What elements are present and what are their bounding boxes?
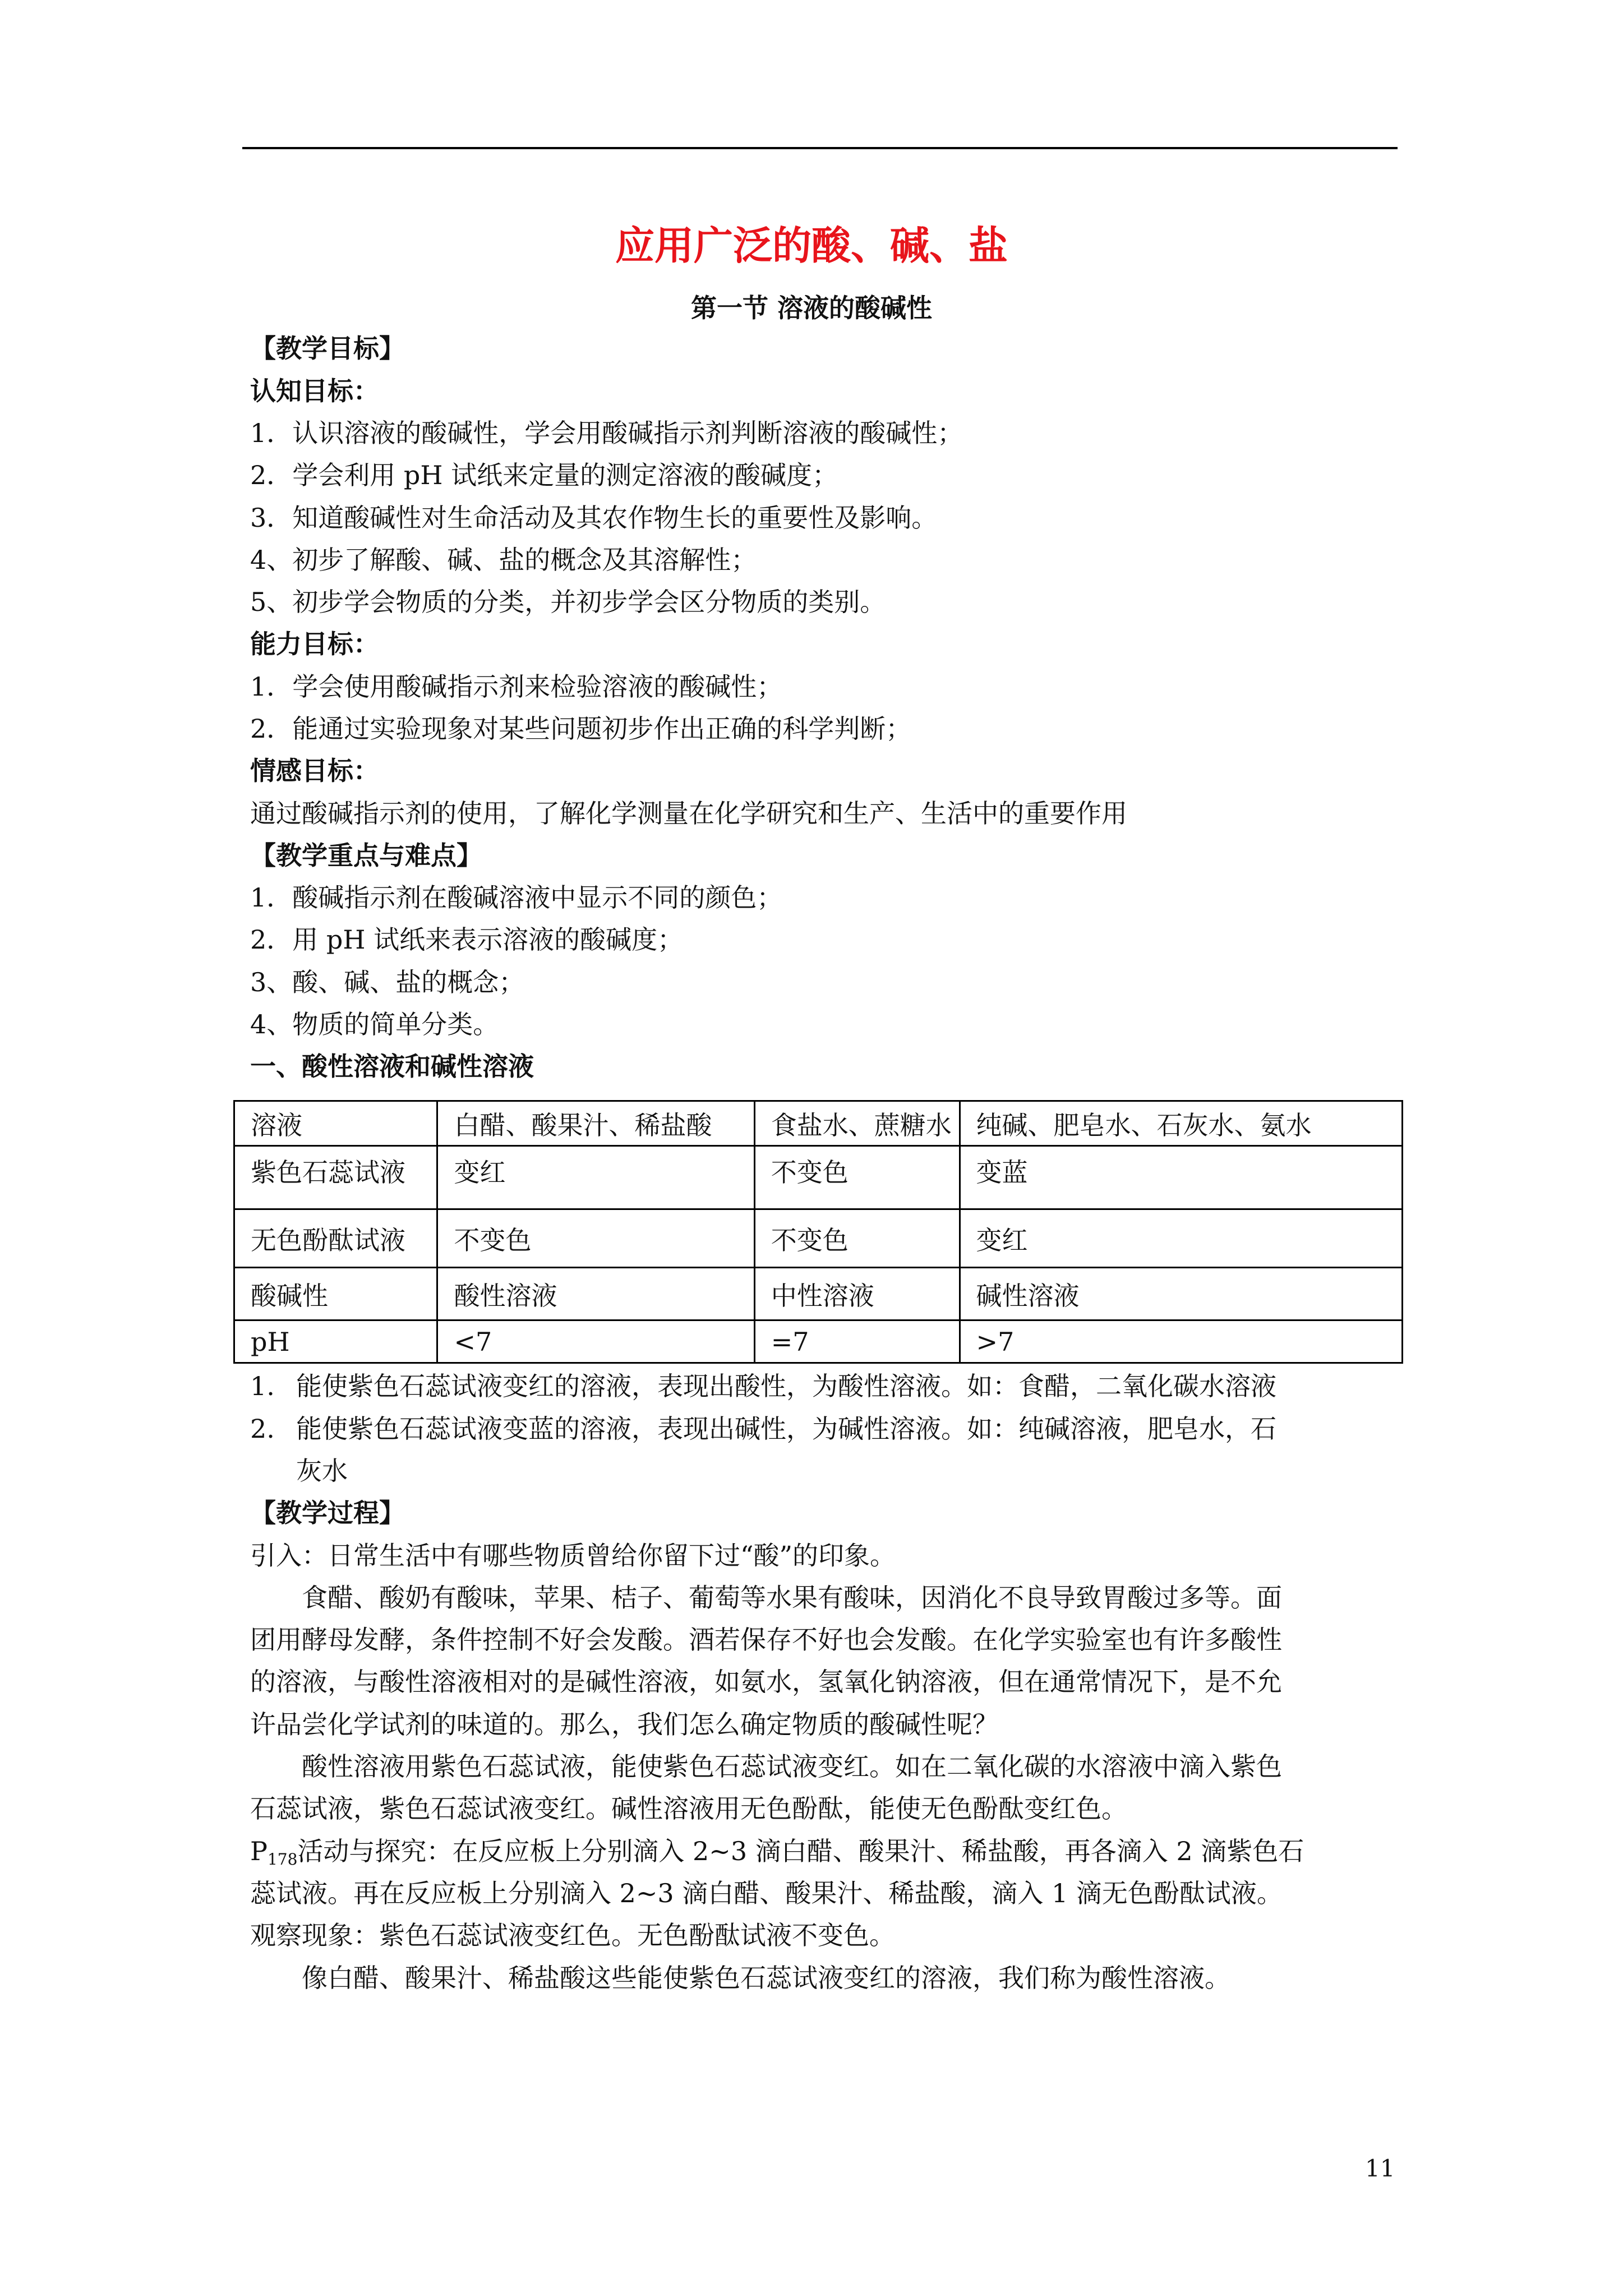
cognitive-heading: 认知目标： [250,376,379,406]
table-cell: =7 [754,1320,960,1363]
note-number: 1. [250,1371,275,1401]
table-cell: 食盐水、蔗糖水 [754,1101,960,1146]
paragraph-line: 食醋、酸奶有酸味，苹果、桔子、葡萄等水果有酸味，因消化不良导致胃酸过多等。面 [302,1582,1282,1613]
note-number: 2. [250,1414,275,1444]
table-row [234,1101,1403,1146]
table-cell: 无色酚酞试液 [234,1209,437,1268]
key-point-item: 1．酸碱指示剂在酸碱溶液中显示不同的颜色； [250,882,783,913]
emotion-text: 通过酸碱指示剂的使用，了解化学测量在化学研究和生产、生活中的重要作用 [250,798,1127,829]
section1-heading: 一、酸性溶液和碱性溶液 [250,1051,534,1082]
paragraph-line: 石蕊试液，紫色石蕊试液变红。碱性溶液用无色酚酞，能使无色酚酞变红色。 [250,1793,1127,1824]
table-cell: 纯碱、肥皂水、石灰水、氨水 [960,1101,1402,1146]
table-cell: 白醋、酸果汁、稀盐酸 [437,1101,754,1146]
table-cell: 变红 [960,1209,1402,1268]
table-cell: 酸性溶液 [437,1268,754,1320]
ability-item: 2．能通过实验现象对某些问题初步作出正确的科学判断； [250,714,912,744]
table-cell: 变蓝 [960,1146,1402,1209]
page-ref: P [250,1836,268,1866]
table-row [234,1146,1403,1209]
key-point-item: 2．用 pH 试纸来表示溶液的酸碱度； [250,924,684,955]
table-cell: 溶液 [234,1101,437,1146]
table-cell: 酸碱性 [234,1268,437,1320]
activity-text: 活动与探究：在反应板上分别滴入 2~3 滴白醋、酸果汁、稀盐酸，再各滴入 2 滴紫色石 [297,1836,1304,1866]
table-cell: >7 [960,1320,1402,1363]
observation-line: 观察现象：紫色石蕊试液变红色。无色酚酞试液不变色。 [250,1920,895,1950]
paragraph-line: 酸性溶液用紫色石蕊试液，能使紫色石蕊试液变红。如在二氧化碳的水溶液中滴入紫色 [302,1751,1282,1782]
paragraph-line: 的溶液，与酸性溶液相对的是碱性溶液，如氨水，氢氧化钠溶液，但在通常情况下，是不允 [250,1667,1282,1697]
page-number: 11 [1365,2155,1395,2182]
table-row [234,1209,1403,1268]
cognitive-item: 1．认识溶液的酸碱性，学会用酸碱指示剂判断溶液的酸碱性； [250,418,963,448]
key-points-heading: 【教学重点与难点】 [250,840,482,871]
cognitive-item: 2．学会利用 pH 试纸来定量的测定溶液的酸碱度； [250,460,838,490]
table-cell: 紫色石蕊试液 [234,1146,437,1209]
table-cell: 不变色 [754,1209,960,1268]
process-heading: 【教学过程】 [250,1498,405,1528]
table-cell: <7 [437,1320,754,1363]
table-cell: 不变色 [437,1209,754,1268]
acid-base-table [233,1100,1403,1364]
header-rule [242,147,1398,149]
note-text: 能使紫色石蕊试液变蓝的溶液，表现出碱性，为碱性溶液。如：纯碱溶液，肥皂水，石 [296,1414,1276,1444]
table-cell: 变红 [437,1146,754,1209]
cognitive-item: 3．知道酸碱性对生命活动及其农作物生长的重要性及影响。 [250,503,938,533]
activity-line-continued: 蕊试液。再在反应板上分别滴入 2~3 滴白醋、酸果汁、稀盐酸，滴入 1 滴无色酚酞试液。 [250,1878,1283,1908]
ability-heading: 能力目标： [250,629,379,659]
key-point-item: 3、酸、碱、盐的概念； [250,967,525,997]
key-point-item: 4、物质的简单分类。 [250,1009,499,1039]
page-ref-number: 178 [267,1850,298,1869]
emotion-heading: 情感目标： [250,756,379,786]
table-cell: 碱性溶液 [960,1268,1402,1320]
conclusion-line: 像白醋、酸果汁、稀盐酸这些能使紫色石蕊试液变红的溶液，我们称为酸性溶液。 [302,1963,1230,1993]
paragraph-line: 团用酵母发酵，条件控制不好会发酸。酒若保存不好也会发酸。在化学实验室也有许多酸性 [250,1625,1282,1655]
table-row [234,1268,1403,1320]
note-text-continued: 灰水 [296,1456,348,1486]
table-cell: 中性溶液 [754,1268,960,1320]
paragraph-line: 许品尝化学试剂的味道的。那么，我们怎么确定物质的酸碱性呢？ [250,1709,998,1740]
note-text: 能使紫色石蕊试液变红的溶液，表现出酸性，为酸性溶液。如：食醋，二氧化碳水溶液 [296,1371,1276,1401]
section-subtitle: 第一节 溶液的酸碱性 [690,293,932,323]
process-intro: 引入：日常生活中有哪些物质曾给你留下过“酸”的印象。 [250,1540,896,1571]
table-row [234,1320,1403,1363]
page-title: 应用广泛的酸、碱、盐 [615,222,1008,269]
table-cell: 不变色 [754,1146,960,1209]
cognitive-item: 4、初步了解酸、碱、盐的概念及其溶解性； [250,545,757,575]
cognitive-item: 5、初步学会物质的分类，并初步学会区分物质的类别。 [250,587,886,617]
activity-line [250,1834,1304,1869]
goals-heading: 【教学目标】 [250,333,405,364]
table-cell: pH [234,1320,437,1363]
ability-item: 1．学会使用酸碱指示剂来检验溶液的酸碱性； [250,671,783,702]
